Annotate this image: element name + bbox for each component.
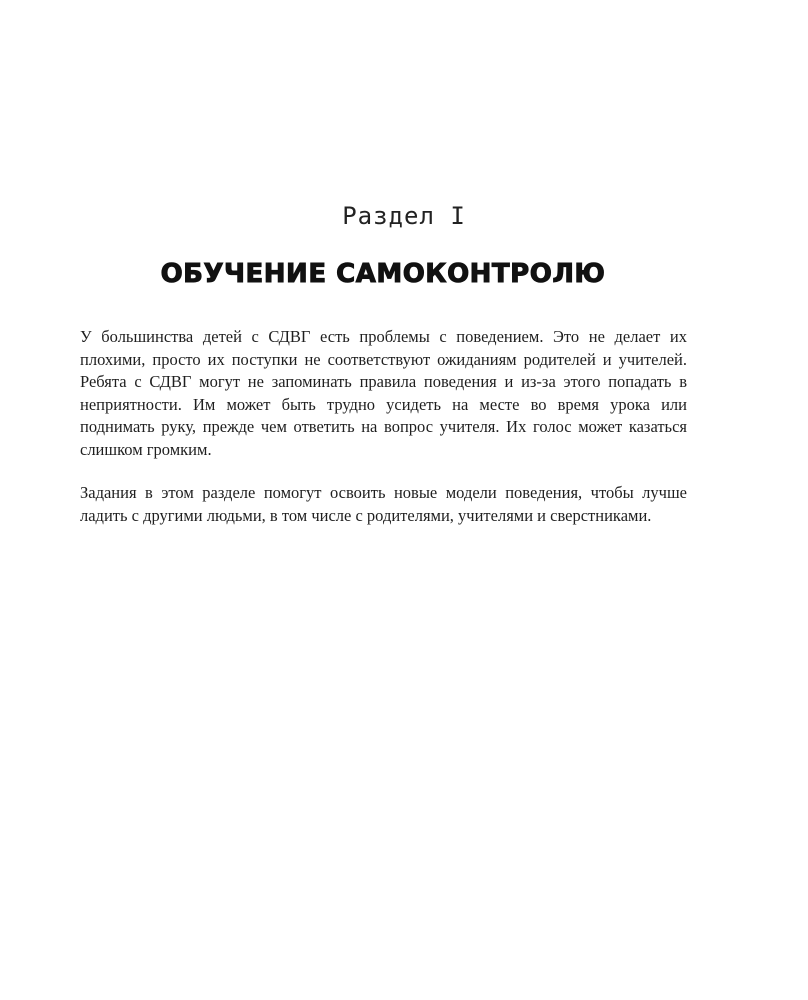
body-text [80, 326, 687, 548]
chapter-title: ОБУЧЕНИЕ САМОКОНТРОЛЮ [160, 259, 606, 289]
paragraph: Задания в этом разделе помогут освоить новые модели поведения, чтобы лучше ладить с другими людьми, в том числе с родителями, учителями и сверстниками. [80, 483, 687, 525]
section-label: Раздел I [342, 202, 466, 230]
paragraph: У большинства детей с СДВГ есть проблемы с поведением. Это не делает их плохими, просто их поступки не соответствуют ожиданиям родителей и учителей. Ребята с СДВГ могут не запоминать правила поведения и из-за этого попадать в неприятности. Им может быть трудно усидеть на месте во время урока или поднимать руку, прежде чем ответить на вопрос учителя. Их голос может казаться слишком громким. [80, 327, 687, 459]
